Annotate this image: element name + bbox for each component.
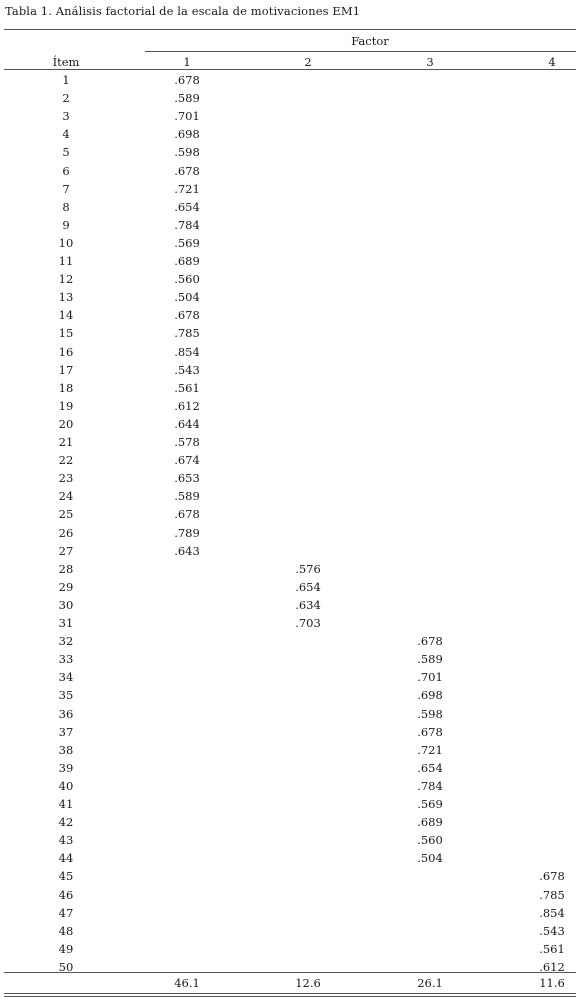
loading-factor-1: .701 bbox=[174, 109, 200, 123]
item-number: 2 bbox=[62, 91, 70, 105]
loading-factor-1: .598 bbox=[174, 145, 200, 159]
item-number: 23 bbox=[58, 471, 74, 485]
item-number: 32 bbox=[58, 634, 74, 648]
item-number: 44 bbox=[58, 851, 74, 865]
loading-factor-2 bbox=[266, 505, 350, 523]
loading-factor-1 bbox=[145, 759, 229, 777]
loading-factor-3 bbox=[388, 415, 472, 433]
loading-factor-2 bbox=[266, 343, 350, 361]
loading-factor-4 bbox=[510, 252, 576, 270]
item-number: 26 bbox=[58, 526, 74, 540]
item-number: 6 bbox=[62, 164, 70, 178]
loading-factor-3 bbox=[388, 71, 472, 89]
loading-factor-4: .543 bbox=[539, 924, 565, 938]
loading-factor-2 bbox=[266, 705, 350, 723]
loading-factor-4 bbox=[510, 143, 576, 161]
loading-factor-3 bbox=[388, 451, 472, 469]
loading-factor-3 bbox=[388, 252, 472, 270]
loading-factor-3 bbox=[388, 433, 472, 451]
loading-factor-2: .634 bbox=[295, 598, 321, 612]
factor-3-header: 3 bbox=[426, 55, 434, 69]
loading-factor-4 bbox=[510, 560, 576, 578]
loading-factor-3 bbox=[388, 524, 472, 542]
loading-factor-4 bbox=[510, 71, 576, 89]
loading-factor-3 bbox=[388, 469, 472, 487]
item-number: 49 bbox=[58, 942, 74, 956]
loading-factor-2 bbox=[266, 270, 350, 288]
loading-factor-2 bbox=[266, 831, 350, 849]
loading-factor-2 bbox=[266, 89, 350, 107]
loading-factor-1 bbox=[145, 705, 229, 723]
item-number: 28 bbox=[58, 562, 74, 576]
loading-factor-1: .674 bbox=[174, 453, 200, 467]
header-rule bbox=[4, 69, 576, 70]
item-number: 19 bbox=[58, 399, 74, 413]
item-number: 25 bbox=[58, 507, 74, 521]
item-number: 5 bbox=[62, 145, 70, 159]
item-number: 50 bbox=[58, 960, 74, 974]
item-number: 21 bbox=[58, 435, 74, 449]
loading-factor-3 bbox=[388, 288, 472, 306]
loading-factor-3 bbox=[388, 180, 472, 198]
loading-factor-3: .654 bbox=[417, 761, 443, 775]
loading-factor-2 bbox=[266, 361, 350, 379]
totals-rule bbox=[4, 972, 576, 973]
loading-factor-3 bbox=[388, 343, 472, 361]
loading-factor-4 bbox=[510, 505, 576, 523]
loading-factor-4 bbox=[510, 451, 576, 469]
loading-factor-3: .504 bbox=[417, 851, 443, 865]
loading-factor-1: .653 bbox=[174, 471, 200, 485]
loading-factor-1: .578 bbox=[174, 435, 200, 449]
loading-factor-2 bbox=[266, 71, 350, 89]
loading-factor-3 bbox=[388, 234, 472, 252]
loading-factor-2 bbox=[266, 451, 350, 469]
item-number: 1 bbox=[62, 73, 70, 87]
loading-factor-4 bbox=[510, 216, 576, 234]
item-number: 38 bbox=[58, 743, 74, 757]
loading-factor-4 bbox=[510, 686, 576, 704]
loading-factor-3 bbox=[388, 904, 472, 922]
loading-factor-4 bbox=[510, 162, 576, 180]
loading-factor-3 bbox=[388, 614, 472, 632]
loading-factor-3 bbox=[388, 361, 472, 379]
loading-factor-1: .854 bbox=[174, 345, 200, 359]
loading-factor-2 bbox=[266, 849, 350, 867]
loading-factor-2 bbox=[266, 216, 350, 234]
loading-factor-2 bbox=[266, 777, 350, 795]
loading-factor-1: .560 bbox=[174, 272, 200, 286]
loading-factor-1: .543 bbox=[174, 363, 200, 377]
loading-factor-3 bbox=[388, 867, 472, 885]
loading-factor-2 bbox=[266, 469, 350, 487]
loading-factor-1 bbox=[145, 632, 229, 650]
loading-factor-1: .589 bbox=[174, 489, 200, 503]
loading-factor-1: .678 bbox=[174, 73, 200, 87]
factor-group-header: Factor bbox=[351, 34, 389, 48]
loading-factor-2 bbox=[266, 143, 350, 161]
loading-factor-4 bbox=[510, 379, 576, 397]
loading-factor-2 bbox=[266, 125, 350, 143]
loading-factor-1: .784 bbox=[174, 218, 200, 232]
loading-factor-3: .689 bbox=[417, 815, 443, 829]
total-factor-4: 11.6 bbox=[539, 976, 565, 990]
loading-factor-1 bbox=[145, 867, 229, 885]
loading-factor-2 bbox=[266, 162, 350, 180]
item-number: 34 bbox=[58, 670, 74, 684]
loading-factor-2 bbox=[266, 324, 350, 342]
loading-factor-4 bbox=[510, 614, 576, 632]
item-number: 15 bbox=[58, 326, 74, 340]
loading-factor-3: .678 bbox=[417, 725, 443, 739]
loading-factor-2 bbox=[266, 542, 350, 560]
loading-factor-4 bbox=[510, 469, 576, 487]
item-number: 11 bbox=[58, 254, 74, 268]
loading-factor-4 bbox=[510, 596, 576, 614]
top-rule bbox=[4, 29, 576, 30]
loading-factor-4 bbox=[510, 180, 576, 198]
loading-factor-4 bbox=[510, 705, 576, 723]
loading-factor-2 bbox=[266, 252, 350, 270]
loading-factor-1 bbox=[145, 614, 229, 632]
loading-factor-2 bbox=[266, 723, 350, 741]
factor-2-header: 2 bbox=[304, 55, 312, 69]
item-number: 29 bbox=[58, 580, 74, 594]
loading-factor-3 bbox=[388, 379, 472, 397]
loading-factor-3 bbox=[388, 397, 472, 415]
loading-factor-1 bbox=[145, 723, 229, 741]
table-caption: Tabla 1. Análisis factorial de la escala de motivaciones EM1 bbox=[5, 4, 361, 18]
loading-factor-3 bbox=[388, 940, 472, 958]
loading-factor-3 bbox=[388, 216, 472, 234]
loading-factor-4 bbox=[510, 234, 576, 252]
loading-factor-1: .654 bbox=[174, 200, 200, 214]
loading-factor-4 bbox=[510, 198, 576, 216]
loading-factor-4 bbox=[510, 343, 576, 361]
loading-factor-1 bbox=[145, 596, 229, 614]
loading-factor-2 bbox=[266, 886, 350, 904]
loading-factor-4 bbox=[510, 433, 576, 451]
loading-factor-3: .560 bbox=[417, 833, 443, 847]
loading-factor-3 bbox=[388, 886, 472, 904]
loading-factor-1 bbox=[145, 922, 229, 940]
bottom-rule-1 bbox=[4, 993, 576, 994]
loading-factor-4 bbox=[510, 831, 576, 849]
loading-factor-2 bbox=[266, 306, 350, 324]
loading-factor-2 bbox=[266, 433, 350, 451]
item-number: 46 bbox=[58, 888, 74, 902]
loading-factor-1 bbox=[145, 849, 229, 867]
loading-factor-4 bbox=[510, 89, 576, 107]
loading-factor-3 bbox=[388, 487, 472, 505]
loading-factor-3 bbox=[388, 596, 472, 614]
item-number: 39 bbox=[58, 761, 74, 775]
loading-factor-1: .561 bbox=[174, 381, 200, 395]
item-number: 48 bbox=[58, 924, 74, 938]
item-number: 22 bbox=[58, 453, 74, 467]
loading-factor-4 bbox=[510, 306, 576, 324]
loading-factor-3 bbox=[388, 125, 472, 143]
item-number: 7 bbox=[62, 182, 70, 196]
item-number: 40 bbox=[58, 779, 74, 793]
loading-factor-3: .678 bbox=[417, 634, 443, 648]
loading-factor-2 bbox=[266, 668, 350, 686]
loading-factor-3 bbox=[388, 89, 472, 107]
loading-factor-3 bbox=[388, 505, 472, 523]
loading-factor-4: .612 bbox=[539, 960, 565, 974]
loading-factor-2: .654 bbox=[295, 580, 321, 594]
loading-factor-1: .504 bbox=[174, 290, 200, 304]
loading-factor-1 bbox=[145, 668, 229, 686]
loading-factor-1: .678 bbox=[174, 507, 200, 521]
loading-factor-2: .576 bbox=[295, 562, 321, 576]
item-number: 20 bbox=[58, 417, 74, 431]
loading-factor-3 bbox=[388, 542, 472, 560]
loading-factor-2 bbox=[266, 867, 350, 885]
loading-factor-2 bbox=[266, 487, 350, 505]
loading-factor-3 bbox=[388, 922, 472, 940]
loading-factor-2 bbox=[266, 415, 350, 433]
loading-factor-2 bbox=[266, 650, 350, 668]
loading-factor-4 bbox=[510, 487, 576, 505]
loading-factor-4 bbox=[510, 524, 576, 542]
loading-factor-1 bbox=[145, 886, 229, 904]
loading-factor-1: .569 bbox=[174, 236, 200, 250]
loading-factor-3 bbox=[388, 560, 472, 578]
loading-factor-1 bbox=[145, 578, 229, 596]
item-number: 4 bbox=[62, 127, 70, 141]
item-number: 17 bbox=[58, 363, 74, 377]
item-number: 12 bbox=[58, 272, 74, 286]
loading-factor-2: .703 bbox=[295, 616, 321, 630]
loading-factor-1 bbox=[145, 686, 229, 704]
loading-factor-3 bbox=[388, 198, 472, 216]
loading-factor-4 bbox=[510, 759, 576, 777]
loading-factor-4 bbox=[510, 650, 576, 668]
loading-factor-3 bbox=[388, 107, 472, 125]
loading-factor-1 bbox=[145, 904, 229, 922]
item-number: 47 bbox=[58, 906, 74, 920]
loading-factor-4 bbox=[510, 397, 576, 415]
item-number: 8 bbox=[62, 200, 70, 214]
total-factor-2: 12.6 bbox=[295, 976, 321, 990]
loading-factor-1 bbox=[145, 741, 229, 759]
loading-factor-1 bbox=[145, 795, 229, 813]
loading-factor-1: .789 bbox=[174, 526, 200, 540]
loading-factor-3 bbox=[388, 162, 472, 180]
loading-factor-1: .698 bbox=[174, 127, 200, 141]
loading-factor-2 bbox=[266, 397, 350, 415]
loading-factor-4 bbox=[510, 125, 576, 143]
loading-factor-1: .644 bbox=[174, 417, 200, 431]
factor-group-rule bbox=[145, 51, 576, 52]
item-number: 35 bbox=[58, 688, 74, 702]
item-number: 14 bbox=[58, 308, 74, 322]
loading-factor-3 bbox=[388, 306, 472, 324]
loading-factor-1 bbox=[145, 650, 229, 668]
loading-factor-1: .612 bbox=[174, 399, 200, 413]
loading-factor-2 bbox=[266, 632, 350, 650]
loading-factor-3 bbox=[388, 324, 472, 342]
loading-factor-3 bbox=[388, 578, 472, 596]
bottom-rule-2 bbox=[4, 996, 576, 997]
loading-factor-2 bbox=[266, 107, 350, 125]
item-number: 27 bbox=[58, 544, 74, 558]
loading-factor-2 bbox=[266, 922, 350, 940]
item-column-header: Ítem bbox=[52, 55, 80, 69]
loading-factor-4 bbox=[510, 415, 576, 433]
loading-factor-4: .854 bbox=[539, 906, 565, 920]
item-number: 16 bbox=[58, 345, 74, 359]
loading-factor-1: .785 bbox=[174, 326, 200, 340]
loading-factor-3 bbox=[388, 143, 472, 161]
loading-factor-3: .589 bbox=[417, 652, 443, 666]
item-number: 10 bbox=[58, 236, 74, 250]
item-number: 13 bbox=[58, 290, 74, 304]
loading-factor-4 bbox=[510, 542, 576, 560]
loading-factor-1 bbox=[145, 777, 229, 795]
loading-factor-2 bbox=[266, 795, 350, 813]
loading-factor-3: .698 bbox=[417, 688, 443, 702]
loading-factor-4: .678 bbox=[539, 869, 565, 883]
loading-factor-1 bbox=[145, 813, 229, 831]
loading-factor-2 bbox=[266, 379, 350, 397]
loading-factor-2 bbox=[266, 940, 350, 958]
item-number: 36 bbox=[58, 707, 74, 721]
item-number: 9 bbox=[62, 218, 70, 232]
loading-factor-4 bbox=[510, 324, 576, 342]
loading-factor-2 bbox=[266, 234, 350, 252]
loading-factor-4 bbox=[510, 632, 576, 650]
loading-factor-1 bbox=[145, 940, 229, 958]
item-number: 33 bbox=[58, 652, 74, 666]
loading-factor-4 bbox=[510, 813, 576, 831]
loading-factor-2 bbox=[266, 288, 350, 306]
loading-factor-3 bbox=[388, 270, 472, 288]
loading-factor-2 bbox=[266, 180, 350, 198]
loading-factor-4 bbox=[510, 777, 576, 795]
item-number: 41 bbox=[58, 797, 74, 811]
item-number: 3 bbox=[62, 109, 70, 123]
loading-factor-2 bbox=[266, 524, 350, 542]
total-factor-3: 26.1 bbox=[417, 976, 443, 990]
loading-factor-3: .721 bbox=[417, 743, 443, 757]
loading-factor-1: .689 bbox=[174, 254, 200, 268]
loading-factor-4 bbox=[510, 741, 576, 759]
item-number: 43 bbox=[58, 833, 74, 847]
loading-factor-2 bbox=[266, 813, 350, 831]
loading-factor-4: .785 bbox=[539, 888, 565, 902]
factor-1-header: 1 bbox=[183, 55, 191, 69]
loading-factor-4 bbox=[510, 723, 576, 741]
item-number: 45 bbox=[58, 869, 74, 883]
loading-factor-4: .561 bbox=[539, 942, 565, 956]
loading-factor-4 bbox=[510, 578, 576, 596]
loading-factor-1: .589 bbox=[174, 91, 200, 105]
loading-factor-4 bbox=[510, 849, 576, 867]
loading-factor-4 bbox=[510, 288, 576, 306]
item-number: 37 bbox=[58, 725, 74, 739]
loading-factor-4 bbox=[510, 107, 576, 125]
item-number: 42 bbox=[58, 815, 74, 829]
loading-factor-1: .678 bbox=[174, 308, 200, 322]
item-number: 18 bbox=[58, 381, 74, 395]
factor-4-header: 4 bbox=[548, 55, 556, 69]
loading-factor-3: .598 bbox=[417, 707, 443, 721]
loading-factor-4 bbox=[510, 361, 576, 379]
total-factor-1: 46.1 bbox=[174, 976, 200, 990]
item-number: 24 bbox=[58, 489, 74, 503]
item-number: 30 bbox=[58, 598, 74, 612]
loading-factor-1 bbox=[145, 831, 229, 849]
loading-factor-1: .678 bbox=[174, 164, 200, 178]
loading-factor-2 bbox=[266, 759, 350, 777]
loading-factor-2 bbox=[266, 686, 350, 704]
loading-factor-4 bbox=[510, 795, 576, 813]
loading-factor-3: .701 bbox=[417, 670, 443, 684]
loading-factor-1: .721 bbox=[174, 182, 200, 196]
loading-factor-1: .643 bbox=[174, 544, 200, 558]
loading-factor-4 bbox=[510, 668, 576, 686]
item-number: 31 bbox=[58, 616, 74, 630]
loading-factor-1 bbox=[145, 560, 229, 578]
loading-factor-3: .569 bbox=[417, 797, 443, 811]
loading-factor-3: .784 bbox=[417, 779, 443, 793]
loading-factor-4 bbox=[510, 270, 576, 288]
loading-factor-2 bbox=[266, 741, 350, 759]
loading-factor-2 bbox=[266, 198, 350, 216]
loading-factor-2 bbox=[266, 904, 350, 922]
